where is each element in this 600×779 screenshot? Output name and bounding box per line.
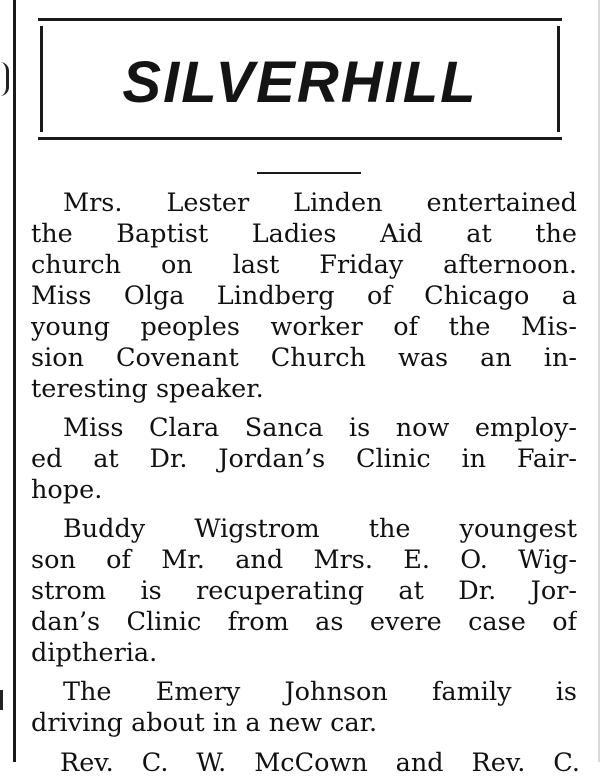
paragraph-3 bbox=[31, 514, 577, 669]
headline: SILVERHILL bbox=[122, 50, 478, 115]
paragraph-2 bbox=[31, 413, 577, 506]
headline-box bbox=[38, 18, 562, 140]
truncated-text-line: Rev. C. W. McCown and Rev. C. bbox=[60, 748, 580, 778]
text-line: dan’s Clinic from as evere case of bbox=[31, 607, 577, 637]
text-line: son of Mr. and Mrs. E. O. Wig- bbox=[31, 545, 577, 575]
text-line: the Baptist Ladies Aid at the bbox=[31, 219, 577, 249]
column-rule bbox=[13, 0, 16, 762]
text-line: Miss Clara Sanca is now employ- bbox=[63, 413, 577, 443]
text-line: strom is recuperating at Dr. Jor- bbox=[31, 576, 577, 606]
text-line: young peoples worker of the Mis- bbox=[31, 312, 577, 342]
text-line: Buddy Wigstrom the youngest bbox=[63, 514, 577, 544]
adjacent-column-fragment bbox=[0, 62, 9, 96]
text-line: Miss Olga Lindberg of Chicago a bbox=[31, 281, 577, 311]
article-body bbox=[31, 188, 577, 747]
paragraph-1 bbox=[31, 188, 577, 405]
section-divider bbox=[257, 172, 361, 174]
text-line: diptheria. bbox=[31, 638, 158, 668]
paragraph-4 bbox=[31, 677, 577, 739]
adjacent-column-fragment-lower bbox=[0, 690, 11, 710]
text-line: The Emery Johnson family is bbox=[63, 677, 577, 707]
text-line: sion Covenant Church was an in- bbox=[31, 343, 577, 373]
text-line: driving about in a new car. bbox=[31, 708, 378, 738]
text-line: Mrs. Lester Linden entertained bbox=[63, 188, 577, 218]
text-line: church on last Friday afternoon. bbox=[31, 250, 577, 280]
text-line: hope. bbox=[31, 475, 103, 505]
text-line: teresting speaker. bbox=[31, 374, 264, 404]
text-line: ed at Dr. Jordan’s Clinic in Fair- bbox=[31, 444, 577, 474]
